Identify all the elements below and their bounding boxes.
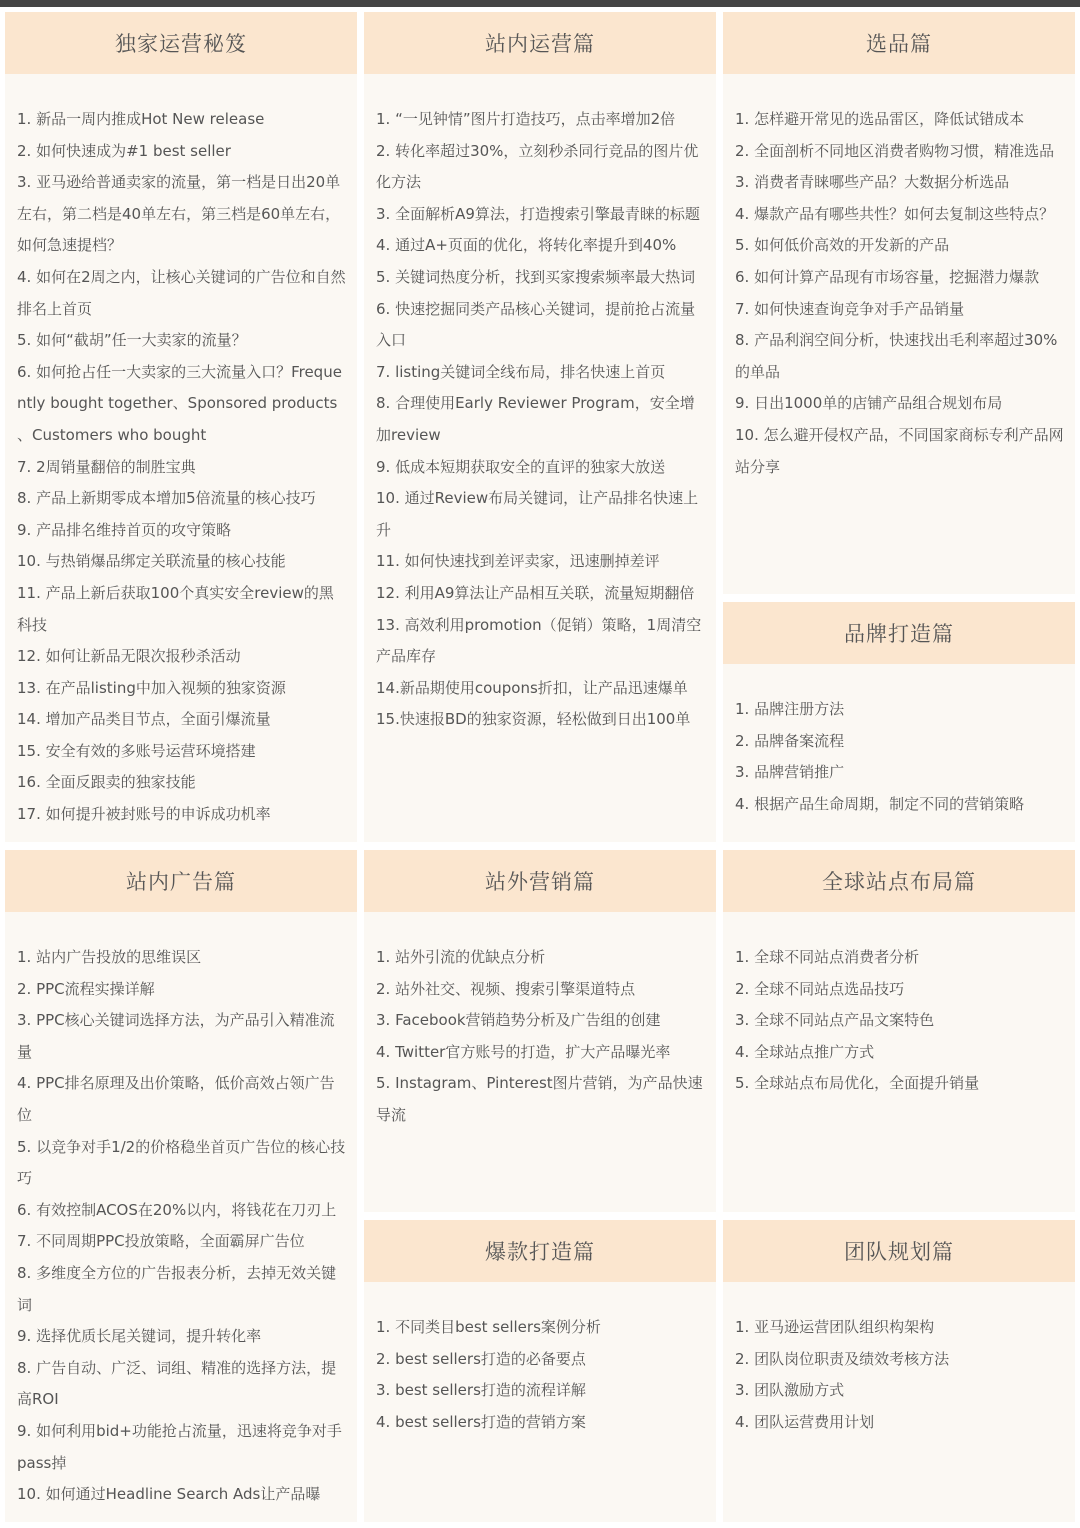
- list-item: 2. 团队岗位职责及绩效考核方法: [735, 1349, 950, 1368]
- section-title: 选品篇: [723, 12, 1075, 74]
- section-bestseller-building: [364, 1220, 716, 1522]
- section-title: 独家运营秘笈: [5, 12, 357, 74]
- list-item: 2. 全球不同站点选品技巧: [735, 979, 905, 998]
- list-item: 4. 如何在2周之内，让核心关键词的广告位和自然排名上首页: [17, 267, 346, 318]
- section-title: 站内运营篇: [364, 12, 716, 74]
- list-item: 7. 如何快速查询竞争对手产品销量: [735, 299, 965, 318]
- section-title: 品牌打造篇: [723, 602, 1075, 664]
- list-item: 5. Instagram、Pinterest图片营销，为产品快速导流: [376, 1074, 703, 1124]
- list-item: 1. 亚马逊运营团队组织构架构: [735, 1318, 935, 1336]
- list-item: 9. 产品排名维持首页的攻守策略: [17, 520, 232, 539]
- list-item: 2. PPC流程实操详解: [17, 979, 155, 998]
- section-title: 爆款打造篇: [364, 1220, 716, 1282]
- list-item: 14. 增加产品类目节点，全面引爆流量: [17, 710, 271, 729]
- list-item: 3. 消费者青睐哪些产品？大数据分析选品: [735, 173, 1010, 192]
- list-item: 3. Facebook营销趋势分析及广告组的创建: [376, 1011, 661, 1030]
- list-item: 3. 团队激励方式: [735, 1381, 845, 1400]
- list-item: 7. 2周销量翻倍的制胜宝典: [17, 457, 196, 476]
- list-item: 9. 日出1000单的店铺产品组合规划布局: [735, 394, 1003, 413]
- list-item: 8. 合理使用Early Reviewer Program，安全增加review: [376, 394, 695, 444]
- section-product-selection: [723, 12, 1075, 594]
- top-border-bar: [0, 0, 1080, 7]
- item-list: [364, 1282, 716, 1438]
- section-offsite-marketing: [364, 850, 716, 1212]
- list-item: 10. 与热销爆品绑定关联流量的核心技能: [17, 552, 286, 571]
- list-item: 1. 新品一周内推成Hot New release: [17, 110, 265, 128]
- section-team-planning: [723, 1220, 1075, 1522]
- list-item: 4. 通过A+页面的优化，将转化率提升到40%: [376, 236, 677, 255]
- section-onsite-ops: [364, 12, 716, 842]
- list-item: 1. 不同类目best sellers案例分析: [376, 1318, 601, 1336]
- list-item: 4. best sellers打造的营销方案: [376, 1412, 586, 1431]
- list-item: 2. 如何快速成为#1 best seller: [17, 141, 231, 160]
- list-item: 1. 站外引流的优缺点分析: [376, 948, 546, 966]
- list-item: 4. 团队运营费用计划: [735, 1412, 875, 1431]
- list-item: 12. 如何让新品无限次报秒杀活动: [17, 647, 241, 666]
- list-item: 15.快速报BD的独家资源，轻松做到日出100单: [376, 710, 691, 729]
- item-list: [723, 74, 1075, 483]
- list-item: 4. 全球站点推广方式: [735, 1042, 875, 1061]
- list-item: 12. 利用A9算法让产品相互关联，流量短期翻倍: [376, 583, 695, 602]
- list-item: 10. 如何通过Headline Search Ads让产品曝: [17, 1485, 321, 1504]
- section-brand-building: [723, 602, 1075, 842]
- list-item: 8. 多维度全方位的广告报表分析，去掉无效关键词: [17, 1263, 337, 1314]
- item-list: [5, 74, 357, 831]
- list-item: 5. 以竞争对手1/2的价格稳坐首页广告位的核心技巧: [17, 1137, 346, 1188]
- list-item: 4. 根据产品生命周期，制定不同的营销策略: [735, 794, 1025, 813]
- list-item: 6. 有效控制ACOS在20%以内，将钱花在刀刃上: [17, 1200, 337, 1219]
- list-item: 11. 产品上新后获取100个真实安全review的黑科技: [17, 583, 334, 634]
- list-item: 10. 通过Review布局关键词，让产品排名快速上升: [376, 489, 699, 539]
- list-item: 13. 高效利用promotion（促销）策略，1周清空产品库存: [376, 615, 702, 666]
- section-title: 团队规划篇: [723, 1220, 1075, 1282]
- item-list: [723, 1282, 1075, 1438]
- list-item: 15. 安全有效的多账号运营环境搭建: [17, 741, 256, 760]
- list-item: 6. 如何计算产品现有市场容量，挖掘潜力爆款: [735, 267, 1040, 286]
- list-item: 2. 站外社交、视频、搜索引擎渠道特点: [376, 979, 636, 998]
- list-item: 17. 如何提升被封账号的申诉成功机率: [17, 805, 271, 824]
- list-item: 14.新品期使用coupons折扣，让产品迅速爆单: [376, 678, 688, 697]
- list-item: 1. “一见钟情”图片打造技巧，点击率增加2倍: [376, 110, 676, 128]
- list-item: 1. 怎样避开常见的选品雷区，降低试错成本: [735, 110, 1025, 128]
- list-item: 9. 低成本短期获取安全的直评的独家大放送: [376, 457, 666, 476]
- list-item: 4. PPC排名原理及出价策略，低价高效占领广告位: [17, 1074, 335, 1124]
- list-item: 9. 如何利用bid+功能抢占流量，迅速将竞争对手pass掉: [17, 1421, 342, 1472]
- list-item: 10. 怎么避开侵权产品，不同国家商标专利产品网站分享: [735, 425, 1064, 476]
- list-item: 4. 爆款产品有哪些共性？如何去复制这些特点？: [735, 204, 1055, 223]
- list-item: 3. 亚马逊给普通卖家的流量，第一档是日出20单左右，第二档是40单左右，第三档是60单左右，如何急速提档？: [17, 173, 341, 255]
- section-onsite-ads: [5, 850, 357, 1522]
- list-item: 8. 广告自动、广泛、词组、精准的选择方法，提高ROI: [17, 1358, 337, 1409]
- section-title: 站外营销篇: [364, 850, 716, 912]
- list-item: 8. 产品上新期零成本增加5倍流量的核心技巧: [17, 489, 316, 508]
- list-item: 5. 关键词热度分析，找到买家搜索频率最大热词: [376, 267, 696, 286]
- list-item: 7. 不同周期PPC投放策略，全面霸屏广告位: [17, 1232, 305, 1251]
- list-item: 16. 全面反跟卖的独家技能: [17, 773, 196, 792]
- list-item: 1. 全球不同站点消费者分析: [735, 948, 920, 966]
- list-item: 3. 品牌营销推广: [735, 763, 845, 782]
- list-item: 5. 全球站点布局优化，全面提升销量: [735, 1074, 980, 1093]
- list-item: 3. 全球不同站点产品文案特色: [735, 1011, 935, 1030]
- section-title: 全球站点布局篇: [723, 850, 1075, 912]
- list-item: 4. Twitter官方账号的打造，扩大产品曝光率: [376, 1042, 671, 1061]
- list-item: 3. PPC核心关键词选择方法，为产品引入精准流量: [17, 1011, 335, 1061]
- item-list: [5, 912, 357, 1511]
- list-item: 1. 站内广告投放的思维误区: [17, 948, 202, 966]
- list-item: 2. 转化率超过30%，立刻秒杀同行竞品的图片优化方法: [376, 141, 699, 192]
- list-item: 1. 品牌注册方法: [735, 700, 845, 718]
- list-item: 5. 如何“截胡”任一大卖家的流量？: [17, 331, 247, 350]
- section-title: 站内广告篇: [5, 850, 357, 912]
- list-item: 2. best sellers打造的必备要点: [376, 1349, 586, 1368]
- item-list: [364, 74, 716, 736]
- item-list: [723, 912, 1075, 1100]
- list-item: 5. 如何低价高效的开发新的产品: [735, 236, 950, 255]
- section-global-sites: [723, 850, 1075, 1212]
- section-exclusive-ops: [5, 12, 357, 842]
- item-list: [364, 912, 716, 1132]
- list-item: 9. 选择优质长尾关键词，提升转化率: [17, 1327, 262, 1346]
- list-item: 13. 在产品listing中加入视频的独家资源: [17, 678, 286, 697]
- list-item: 8. 产品利润空间分析，快速找出毛利率超过30%的单品: [735, 331, 1058, 381]
- list-item: 11. 如何快速找到差评卖家，迅速删掉差评: [376, 552, 660, 571]
- list-item: 6. 如何抢占任一大卖家的三大流量入口？Frequently bought together、Sponsored products 、Customers who bought: [17, 362, 342, 444]
- list-item: 2. 品牌备案流程: [735, 731, 845, 750]
- list-item: 6. 快速挖掘同类产品核心关键词，提前抢占流量入口: [376, 299, 696, 350]
- list-item: 2. 全面剖析不同地区消费者购物习惯，精准选品: [735, 141, 1055, 160]
- item-list: [723, 664, 1075, 820]
- list-item: 3. 全面解析A9算法，打造搜索引擎最青睐的标题: [376, 204, 700, 223]
- list-item: 3. best sellers打造的流程详解: [376, 1381, 586, 1400]
- list-item: 7. listing关键词全线布局，排名快速上首页: [376, 362, 666, 381]
